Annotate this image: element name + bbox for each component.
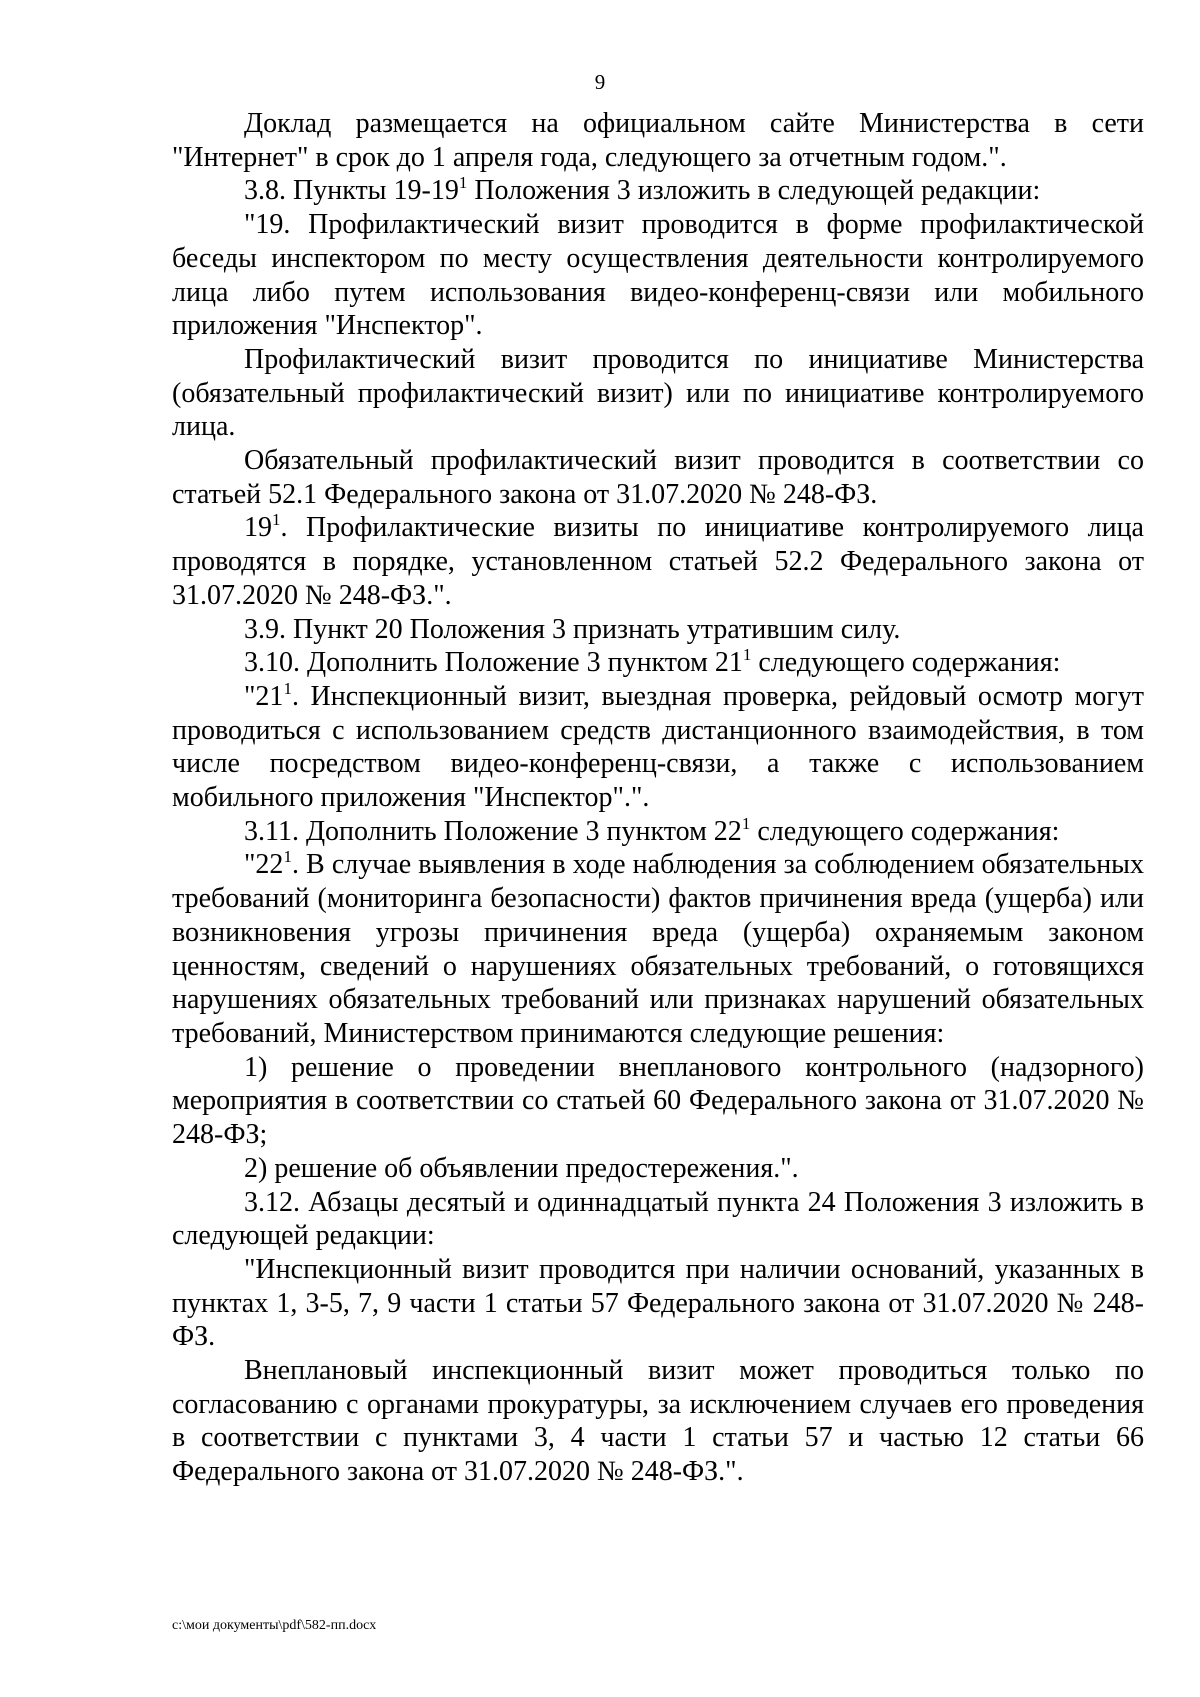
paragraph-report-publication: Доклад размещается на официальном сайте Министерства в сети "Интернет" в срок до 1 апреля года, следующего за отчетным годом.".	[172, 108, 1144, 173]
paragraph-3-8: 3.8. Пункты $19-19^1$ Положения 3 изложить в следующей редакции:	[244, 173, 1041, 207]
paragraph-mandatory-visit: Обязательный профилактический визит проводится в соответствии со статьей 52.1 Федерального закона от 31.07.2020 № 248-ФЗ.	[172, 445, 1144, 510]
paragraph-item-19: "19. Профилактический визит проводится в форме профилактической беседы инспектором по месту осуществления деятельности контролируемого лица либо путем использования видео-конференц-связи или мобильного приложения "Инспектор".	[172, 209, 1144, 342]
paragraph-item-19-1: $19^1$. Профилактические визиты по инициативе контролируемого лица проводятся в порядке, установленном статьей 52.2 Федерального закона от 31.07.2020 № 248-ФЗ.".	[172, 510, 1144, 611]
footer-file-path: c:\мои документы\pdf\582-пп.docx	[172, 1618, 377, 1633]
paragraph-decision-1: 1) решение о проведении внепланового контрольного (надзорного) мероприятия в соответствии со статьей 60 Федерального закона от 31.07.2020 № 248-ФЗ;	[172, 1051, 1144, 1151]
paragraph-3-11: 3.11. Дополнить Положение 3 пунктом $22^1$ следующего содержания:	[244, 813, 1060, 847]
paragraph-item-22-1: "$22^1$. В случае выявления в ходе наблюдения за соблюдением обязательных требований (мониторинга безопасности) фактов причинения вреда (ущерба) или возникновения угрозы причинения вреда (ущерба) охраняемым законом ценностям, сведений о нарушениях обязательных требований, о готовящихся нарушениях обязательных требований или признаках нарушений обязательных требований, Министерством принимаются следующие решения:	[172, 847, 1144, 1049]
paragraph-inspection-visit: "Инспекционный визит проводится при наличии оснований, указанных в пунктах 1, 3-5, 7, 9 части 1 статьи 57 Федерального закона от 31.07.2020 № 248-ФЗ.	[172, 1253, 1144, 1353]
paragraph-visit-initiative: Профилактический визит проводится по инициативе Министерства (обязательный профилактический визит) или по инициативе контролируемого лица.	[172, 343, 1144, 443]
paragraph-decision-2: 2) решение об объявлении предостережения.".	[244, 1152, 799, 1184]
paragraph-3-12: 3.12. Абзацы десятый и одиннадцатый пункта 24 Положения 3 изложить в следующей редакции:	[172, 1186, 1144, 1252]
paragraph-item-21-1: "$21^1$. Инспекционный визит, выездная проверка, рейдовый осмотр могут проводиться с использованием средств дистанционного взаимодействия, в том числе посредством видео-конференц-связи, а также с использованием мобильного приложения "Инспектор".".	[172, 678, 1144, 814]
paragraph-3-9: 3.9. Пункт 20 Положения 3 признать утратившим силу.	[244, 613, 901, 645]
page-number: 9	[594, 70, 606, 94]
paragraph-unscheduled-visit: Внеплановый инспекционный визит может проводиться только по согласованию с органами прокуратуры, за исключением случаев его проведения в соответствии с пунктами 3, 4 части 1 статьи 57 и частью 12 статьи 66 Федерального закона от 31.07.2020 № 248-ФЗ.".	[172, 1355, 1144, 1488]
paragraph-3-10: 3.10. Дополнить Положение 3 пунктом $21^1$ следующего содержания:	[244, 645, 1061, 679]
document-body	[172, 107, 1144, 1489]
